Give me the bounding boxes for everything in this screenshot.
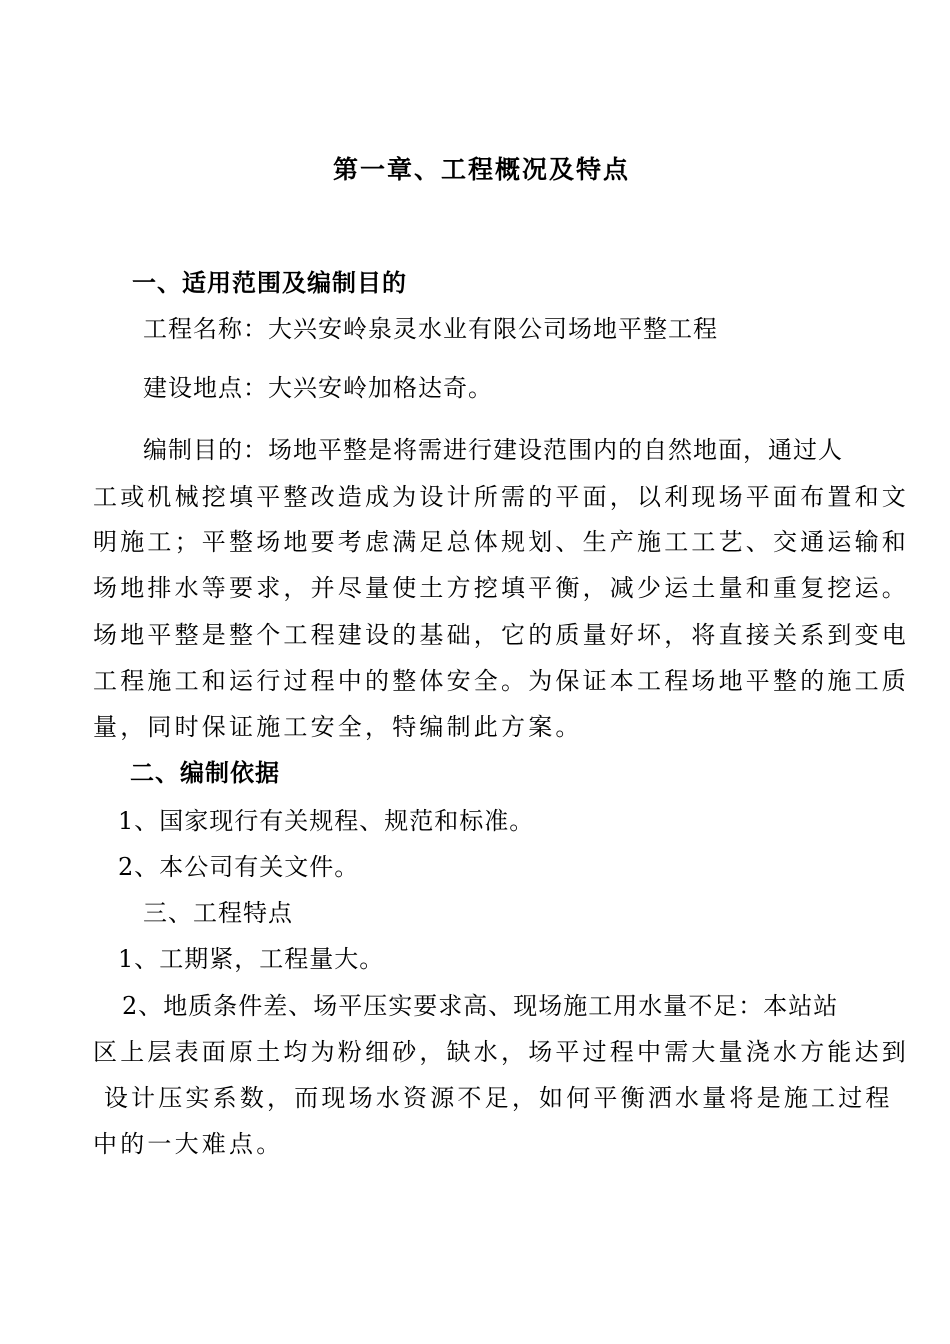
feature-item-line: 中的一大难点。: [93, 1130, 284, 1158]
project-name-line: 工程名称：大兴安岭泉灵水业有限公司场地平整工程: [143, 315, 718, 343]
section-heading-scope: 一、适用范围及编制目的: [132, 269, 407, 297]
basis-item: 2、本公司有关文件。: [118, 853, 360, 881]
purpose-line: 工或机械挖填平整改造成为设计所需的平面，以利现场平面布置和文: [93, 483, 909, 511]
purpose-line: 编制目的：场地平整是将需进行建设范围内的自然地面，通过人: [143, 436, 843, 464]
feature-item-line: 区上层表面原土均为粉细砂，缺水，场平过程中需大量浇水方能达到: [93, 1038, 909, 1066]
section-heading-features: 三、工程特点: [143, 899, 293, 927]
chapter-title: 第一章、工程概况及特点: [333, 155, 631, 184]
feature-item-line: 2、地质条件差、场平压实要求高、现场施工用水量不足：本站站: [122, 992, 839, 1020]
purpose-line: 量，同时保证施工安全，特编制此方案。: [93, 713, 583, 741]
feature-item-line: 设计压实系数，而现场水资源不足，如何平衡洒水量将是施工过程: [93, 1084, 893, 1112]
location-line: 建设地点：大兴安岭加格达奇。: [143, 374, 493, 402]
purpose-line: 场地排水等要求，并尽量使土方挖填平衡，减少运土量和重复挖运。: [93, 574, 909, 602]
basis-item: 1、国家现行有关规程、规范和标准。: [118, 807, 535, 835]
feature-item: 1、工期紧，工程量大。: [118, 945, 385, 973]
section-heading-basis: 二、编制依据: [130, 759, 280, 787]
purpose-line: 工程施工和运行过程中的整体安全。为保证本工程场地平整的施工质: [93, 667, 909, 695]
purpose-line: 场地平整是整个工程建设的基础，它的质量好坏，将直接关系到变电: [93, 621, 909, 649]
purpose-line: 明施工；平整场地要考虑满足总体规划、生产施工工艺、交通运输和: [93, 528, 909, 556]
